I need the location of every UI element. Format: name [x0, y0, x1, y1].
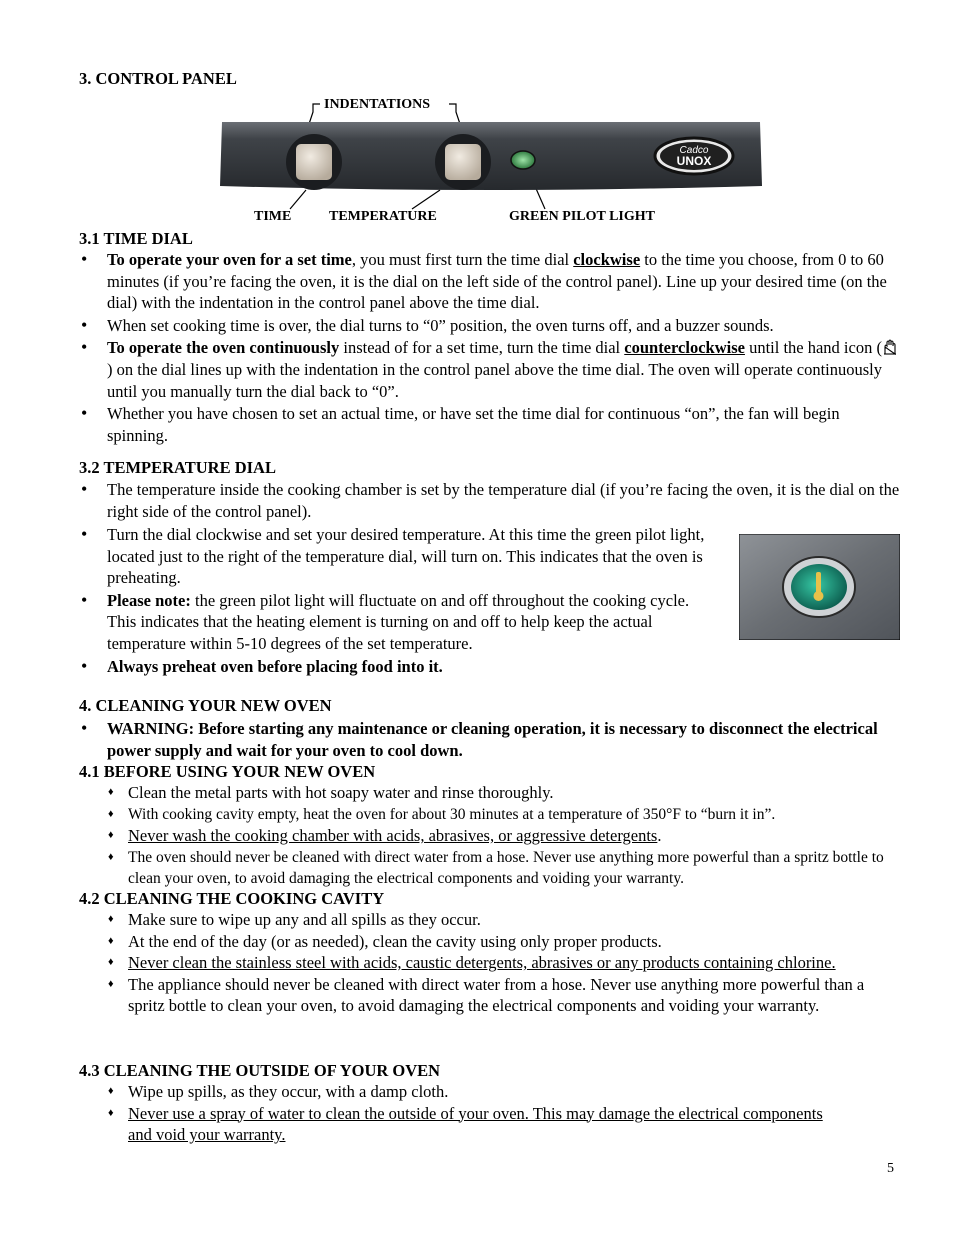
cleaning-warning-list — [79, 718, 901, 761]
list-item: ♦ Make sure to wipe up any and all spills as they occur. — [106, 909, 866, 931]
control-panel-image — [218, 120, 764, 192]
section-heading-outside: 4.3 CLEANING THE OUTSIDE OF YOUR OVEN — [79, 1061, 441, 1080]
temperature-dial-list-b — [79, 524, 719, 677]
list-item: ♦ Never use a spray of water to clean the outside of your oven. This may damage the electrical components and void your warranty. — [106, 1103, 846, 1146]
temperature-dial-knob — [445, 144, 481, 180]
list-item: ♦ The appliance should never be cleaned with direct water from a hose. Never use anything more powerful than a spritz bottle to clean your oven, to avoid damaging the electrical components and voiding your warranty. — [106, 974, 866, 1017]
pilot-light — [511, 151, 535, 169]
pilot-light-photo — [739, 534, 900, 640]
hand-icon — [882, 339, 898, 355]
logo-text-bottom: UNOX — [676, 154, 712, 168]
time-dial-knob — [296, 144, 332, 180]
section-heading-time-dial: 3.1 TIME DIAL — [79, 229, 193, 248]
list-item: ♦ Never clean the stainless steel with acids, caustic detergents, abrasives or any products containing chlorine. — [106, 952, 866, 974]
list-item: ♦ With cooking cavity empty, heat the oven for about 30 minutes at a temperature of 350°F to “burn it in”. — [106, 804, 902, 826]
section-heading-before-using: 4.1 BEFORE USING YOUR NEW OVEN — [79, 762, 376, 781]
list-item: ♦ Wipe up spills, as they occur, with a damp cloth. — [106, 1081, 846, 1103]
list-item: • To operate your oven for a set time, you must first turn the time dial clockwise to the time you choose, from 0 to 60 minutes (if you’re facing the oven, it is the dial on the left side of the control panel). Line up your desired time (on the dial) with the indentation in the control panel above the time dial. — [79, 249, 901, 314]
temperature-dial-list-a — [79, 479, 901, 522]
indentations-label: INDENTATIONS — [324, 97, 431, 112]
time-dial-list — [79, 249, 901, 446]
section-heading-cooking-cavity: 4.2 CLEANING THE COOKING CAVITY — [79, 889, 385, 908]
control-panel-callouts — [0, 0, 954, 235]
section-heading-control-panel: 3. CONTROL PANEL — [79, 69, 237, 88]
list-item: ♦ The oven should never be cleaned with direct water from a hose. Never use anything more powerful than a spritz bottle to clean your oven, to avoid damaging the electrical components and voiding your warranty. — [106, 847, 902, 890]
section-heading-temperature-dial: 3.2 TEMPERATURE DIAL — [79, 458, 276, 477]
cooking-cavity-list — [106, 909, 866, 1017]
section-heading-cleaning: 4. CLEANING YOUR NEW OVEN — [79, 696, 332, 715]
time-label: TIME — [254, 209, 292, 224]
list-item: • Please note: the green pilot light will fluctuate on and off throughout the cooking cycle. This indicates that the heating element is turning on and off to help keep the actual temperature within 5-10 degrees of the set temperature. — [79, 590, 719, 655]
list-item: ♦ Never wash the cooking chamber with acids, abrasives, or aggressive detergents. — [106, 825, 902, 847]
list-item: • Turn the dial clockwise and set your desired temperature. At this time the green pilot light, located just to the right of the temperature dial, will turn on. This indicates that the oven is preheating. — [79, 524, 719, 589]
list-item: ♦ At the end of the day (or as needed), clean the cavity using only proper products. — [106, 931, 866, 953]
pilot-light-label: GREEN PILOT LIGHT — [509, 209, 656, 224]
temperature-label: TEMPERATURE — [329, 209, 437, 224]
outside-list — [106, 1081, 846, 1146]
list-item: • Whether you have chosen to set an actual time, or have set the time dial for continuous “on”, the fan will begin spinning. — [79, 403, 901, 446]
list-item: • To operate the oven continuously instead of for a set time, turn the time dial counterclockwise until the hand icon () on the dial lines up with the indentation in the control panel above the time dial. The oven will operate continuously until you manually turn the dial back to “0”. — [79, 337, 901, 402]
logo-text-top: Cadco — [679, 145, 709, 156]
list-item: • When set cooking time is over, the dial turns to “0” position, the oven turns off, and a buzzer sounds. — [79, 315, 901, 337]
page-number: 5 — [887, 1161, 894, 1176]
list-item: • Always preheat oven before placing food into it. — [79, 656, 719, 678]
before-using-list — [106, 782, 902, 890]
list-item: • The temperature inside the cooking chamber is set by the temperature dial (if you’re facing the oven, it is the dial on the right side of the control panel). — [79, 479, 901, 522]
list-item: • WARNING: Before starting any maintenance or cleaning operation, it is necessary to disconnect the electrical power supply and wait for your oven to cool down. — [79, 718, 901, 761]
list-item: ♦ Clean the metal parts with hot soapy water and rinse thoroughly. — [106, 782, 902, 804]
